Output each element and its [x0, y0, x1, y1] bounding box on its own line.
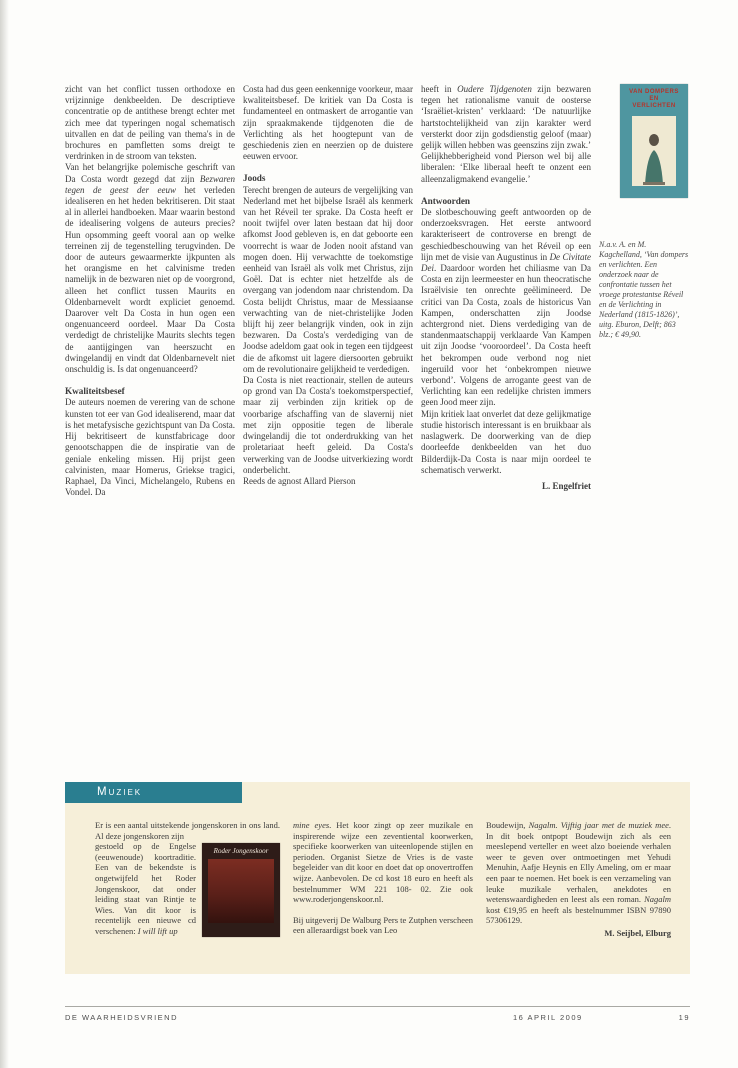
paragraph: Reeds de agnost Allard Pierson [243, 475, 356, 486]
muziek-section-header: Muziek [65, 782, 242, 803]
section-heading-joods: Joods [243, 173, 266, 184]
paragraph: Mijn kritiek laat onverlet dat deze gelijkmatige studie historisch interessant is en bruikbaar als naslagwerk. De doorwerking van de diep doorleefde denkbeelden van het duo Bilderdijk-Da Costa is naar mijn oordeel te schematisch verwerkt. [421, 408, 591, 475]
scan-edge [0, 0, 9, 1068]
author-signature: L. Engelfriet [542, 480, 591, 491]
cd-cover-title: Roder Jongenskoor [213, 847, 269, 856]
page-number: 19 [678, 1013, 690, 1022]
article-column-2 [243, 84, 413, 487]
paragraph: Terecht brengen de auteurs de vergelijking van Nederland met het bijbelse Israël als kenmerk van het Réveil ter sprake. Da Costa heeft er nooit twijfel over laten bestaan dat hij door afkomst Jood gebleven is, en dat geboorte een voorrecht is waar de Joden nooit afstand van mogen doen. Hij verwachtte de toekomstige eenheid van Israël als volk met Christus, zijn Goël. Dat is echter niet hetzelfde als de overgang van jodendom naar christendom. Da Costa belijdt Christus, maar de Messiaanse verwachting van de niet-christelijke Joden blijft hij zeer belangrijk vinden, ook in zijn bezwaren. Da Costa's verdediging van de Joodse adeldom gaat ook in tegen een tijdgeest die de afkomst uit lagere diersoorten gebruikt om de revolutionaire gelijkheid te verdedigen. [243, 184, 413, 374]
muziek-col1-wrap [95, 841, 280, 936]
book-cover-illustration [632, 116, 676, 186]
article-column-3 [421, 84, 591, 492]
book-reference-caption: N.a.v. A. en M. Kagchelland, ‘Van dompers en verlichten. Een onderzoek naar de confrontatie tussen het vroege protestantse Réveil en de Verlichting in Nederland (1815-1826)’, uitg. Eburon, Delft; 863 blz.; € 49,90. [599, 240, 689, 339]
issue-date: 16 APRIL 2009 [513, 1013, 583, 1022]
book-cover [620, 84, 688, 198]
journal-name: DE WAARHEIDSVRIEND [65, 1013, 178, 1022]
paragraph: Van het belangrijke polemische geschrift van Da Costa wordt gezegd dat zijn Bezwaren tegen de geest der eeuw het verleden idealiseren en het heden bekritiseren. Dit staat al in allerlei handboeken. Maar waarin bestond de idealisering volgens de auteurs precies? Hun opsomming geeft vooral aan op welke terreinen zij de tegenstelling terugvinden. De door de auteurs gewaarmerkte ijkpunten als het orangisme en het calvinisme treden namelijk in de bezwaren niet op de voorgrond, alleen het conflict tussen Maurits en Oldenbarnevelt wordt expliciet genoemd. Daarover velt Da Costa in hun ogen een ongenuanceerd oordeel. Maar Da Costa verdedigt de christelijke Maurits slechts tegen de aantijgingen van heerszucht en dwingelandij en vindt dat Oldenbarnevelt niet onschuldig is. Is dat ongenuanceerd? [65, 162, 235, 375]
cd-cover-image [202, 843, 280, 937]
paragraph: zicht van het conflict tussen orthodoxe en vrijzinnige denkbeelden. De descriptieve concentratie op de antithese brengt echter met zich mee dat typeringen nogal schematisch uitvallen en dat de peiling van thema's in de brochures en pamfletten soms dreigt te verdrinken in de stroom van teksten. [65, 84, 235, 162]
cd-cover-photo [208, 859, 274, 923]
section-heading-kwaliteitsbesef: Kwaliteitsbesef [65, 386, 125, 397]
paragraph: De auteurs noemen de verering van de schone kunsten tot eer van God idealiserend, maar dat is het metafysische gezichtspunt van Da Costa. Hij bekritiseert de kunstfabricage door genootschappen die de inspiratie van de geniale enkeling missen. Hij prijst geen calvinisten, maar Homerus, Griekse tragici, Raphael, Da Vinci, Michelangelo, Rubens en Vondel. Da [65, 397, 235, 498]
article-column-1 [65, 84, 235, 498]
paragraph: heeft in Oudere Tijdgenoten zijn bezwaren tegen het rationalisme vanuit de oosterse ‘Israëliet-kristen’ verklaard: ‘De natuurlijke hartstochtelijkheid van zijn karakter werd versterkt door zijn godsdienstig geloof (maar) gelijk willen hebben was geenszins zijn zwak.’ Gelijkhebberigheid vond Pierson wel bij alle liberalen: ‘Elke liberaal heeft te onzent een alleenzaligmakend evangelie.’ [421, 84, 591, 184]
paragraph: Da Costa is niet reactionair, stellen de auteurs op grond van Da Costa's toekomstperspectief, maar zij verbinden zijn kritiek op de voorbarige afschaffing van de slavernij niet met zijn oppositie tegen de liberale dwingelandij die tot onderdrukking van het proletariaat heeft geleid. Da Costa's verwerking van de Joodse uitverkiezing wordt onderbelicht. [243, 375, 413, 475]
figure-illustration [637, 130, 671, 186]
book-cover-title: VAN DOMPERS EN VERLICHTEN [629, 89, 679, 109]
paragraph: Bij uitgeverij De Walburg Pers te Zutphen verscheen een alleraardigst boek van Leo [293, 914, 473, 936]
footer-divider [65, 1006, 690, 1007]
paragraph: Costa had dus geen eenkennige voorkeur, maar kwaliteitsbesef. De kritiek van Da Costa is fundamenteel en ontmaskert de arrogantie van zijn spraakmakende tijdgenoten die de Verlichting als het hoogtepunt van de geschiedenis zien en neerzien op de duistere eeuwen ervoor. [243, 84, 413, 162]
muziek-column-3 [486, 820, 671, 940]
muziek-columns [95, 820, 671, 940]
muziek-column-2 [293, 820, 473, 940]
paragraph: mine eyes. Het koor zingt op zeer muzikale en inspirerende wijze een zeventiental koorwerken, specifieke koorwerken van uiteenlopende stijlen en perioden. Organist Sietze de Vries is de vaste begeleider van dit koor en doet dat op onovertroffen wijze. Aanbevolen. De cd kost 18 euro en heeft als bestelnummer WM 221 108- 02. Zie ook www.roderjongenskoor.nl. [293, 820, 473, 905]
paragraph: gestoeld op de Engelse (eeuwenoude) koortraditie. Een van de bekendste is ongetwijfeld het Roder Jongenskoor, dat onder leiding staat van Rintje te Wies. Van dit koor is recentelijk een nieuwe cd verschenen: I will lift up [95, 841, 196, 936]
section-heading-antwoorden: Antwoorden [421, 195, 471, 206]
author-signature: M. Seijbel, Elburg [604, 927, 671, 938]
muziek-column-1 [95, 820, 280, 940]
muziek-section [65, 782, 690, 974]
paragraph: De slotbeschouwing geeft antwoorden op de onderzoeksvragen. Het eerste antwoord karakteriseert de controverse en brengt de geschiedbeschouwing van het Réveil op een lijn met de visie van Augustinus in De Civitate Dei. Daardoor worden het chiliasme van Da Costa en zijn leermeester en hun theocratische Israëlvisie ten onrechte geëlimineerd. De critici van Da Costa, zoals de historicus Van Kampen, onderschatten zijn Joodse achtergrond niet. Diens verdediging van de standenmaatschappij verklaarde Van Kampen uit zijn Joodse ‘vooroordeel’. Da Costa heeft het bekrompen oude verbond nog niet ingeruild voor het ‘onbekrompen nieuwe verbond’. Volgens de arrogante geest van de Verlichting kan een redelijke christen immers geen Jood meer zijn. [421, 207, 591, 408]
page-footer [65, 1013, 690, 1022]
paragraph: Er is een aantal uitstekende jongenskoren in ons land. Al deze jongenskoren zijn [95, 820, 280, 841]
paragraph: Boudewijn, Nagalm. Vijftig jaar met de muziek mee. In dit boek ontpopt Boudewijn zich als een meeslepend verteller en weet alzo boeiende verhalen weer te geven over ontmoetingen met Yehudi Menuhin, Aafje Heynis en Elly Ameling, om er maar een paar te noemen. Het boek is een verzameling van leuke muzikale verhalen, anekdotes en wetenswaardigheden en leest als een roman. Nagalm kost €19,95 en heeft als bestelnummer ISBN 97890 57306129. [486, 820, 671, 926]
